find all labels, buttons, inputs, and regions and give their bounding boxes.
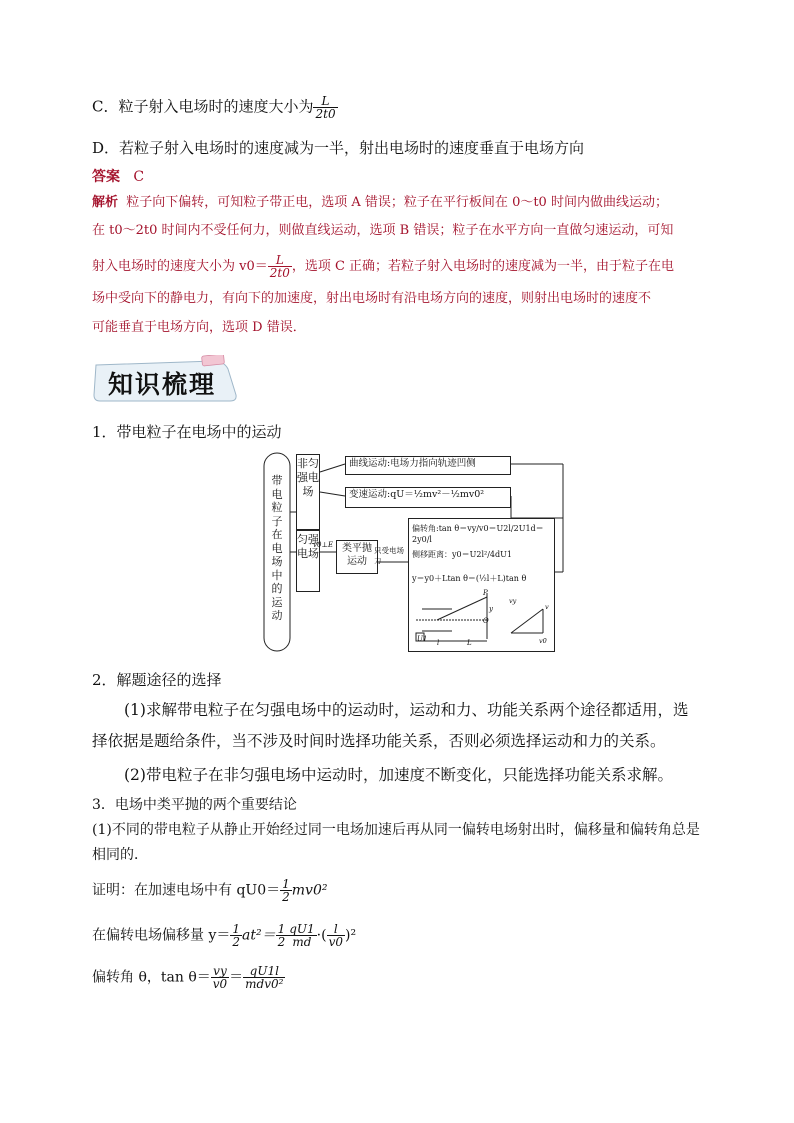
answer-label: 答案 <box>92 169 120 185</box>
section3-title: 3．电场中类平抛的两个重要结论 <box>92 797 297 813</box>
section1-title: 1．带电粒子在电场中的运动 <box>92 423 282 441</box>
answer-line <box>92 167 144 187</box>
option-c <box>92 95 338 120</box>
section3-p1-line2: 相同的． <box>92 847 148 863</box>
section2-p2: (2)带电粒子在非匀强电场中运动时，加速度不断变化，只能选择功能关系求解。 <box>124 766 673 784</box>
angle-line: 偏转角 θ，tan θ＝ $\frac{vy}{v0}$ ＝ $\frac{qU1l}{\text{mdv0²}}$ <box>92 964 284 991</box>
offset-fraction-4: $\frac{l}{v0}$ <box>328 922 344 949</box>
label-big-l: L <box>467 639 472 647</box>
proof-fraction: $\frac{1}{2}$ <box>282 877 290 904</box>
motion-concept-diagram <box>263 452 569 654</box>
label-v: v <box>545 603 549 611</box>
label-u1: U1 <box>417 635 428 643</box>
label-y: y <box>489 605 493 613</box>
deflection-angle-formula: 偏转角:tan θ＝vy/v0＝U2l/2U1d＝2y0/l <box>412 524 544 544</box>
uniform-field-box: 匀强电场 <box>296 530 320 592</box>
angle-fraction-2: $\frac{qU1l}{\text{mdv0²}}$ <box>245 964 284 991</box>
formulas-box <box>408 518 555 652</box>
analysis-fraction: $\frac{L}{2t0}$ <box>269 253 290 280</box>
analysis-line-4: 场中受向下的静电力，有向下的加速度，射出电场时有沿电场方向的速度，则射出电场时的速度不 <box>92 291 652 306</box>
label-p: P <box>483 589 488 597</box>
curve-motion-box: 曲线运动:电场力指向轨迹凹侧 <box>345 456 511 475</box>
section2-title: 2．解题途径的选择 <box>92 671 222 689</box>
answer-value: C <box>133 169 145 185</box>
section2-p1-line2: 择依据是题给条件，当不涉及时间时选择功能关系，否则必须选择运动和力的关系。 <box>92 732 666 750</box>
offset-line: 在偏转电场偏移量 y＝ $\frac{1}{2}$ at²＝ $\frac{1}{2}$ $\frac{qU1}{md}$ ·( $\frac{l}{v0}$ )² <box>92 922 357 949</box>
option-c-text: C．粒子射入电场时的速度大小为 <box>92 97 314 116</box>
y-formula: y＝y0＋Ltan θ＝(½l＋L)tan θ <box>412 574 527 583</box>
label-vy: vy <box>509 597 517 605</box>
analysis-line-2: 在 t0～2t0 时间内不受任何力，则做直线运动，选项 B 错误；粒子在水平方向一直做匀速运动，可知 <box>92 223 674 238</box>
deflection-distance-formula: 侧移距离：y0＝U2l²/4dU1 <box>412 550 512 559</box>
label-v0: v0 <box>539 637 547 645</box>
offset-fraction-2: $\frac{1}{2}$ <box>277 922 286 949</box>
proof-line: 证明：在加速电场中有 qU0＝ $\frac{1}{2}$ mv0² <box>92 877 328 904</box>
section2-p1-line1: (1)求解带电粒子在匀强电场中的运动时，运动和力、功能关系两个途径都适用，选 <box>124 701 689 719</box>
analysis-line-3: 射入电场时的速度大小为 v0＝ $\frac{L}{2t0}$ ，选项 C 正确；若粒子射入电场时的速度减为一半，由于粒子在电 <box>92 253 675 280</box>
condition-label: v0⊥E <box>313 541 334 549</box>
analysis-line-1: 解析 粒子向下偏转，可知粒子带正电，选项 A 错误；粒子在平行板间在 0～t0 时间内做曲线运动； <box>92 195 668 210</box>
label-l: l <box>437 639 440 647</box>
offset-fraction-1: $\frac{1}{2}$ <box>232 922 240 949</box>
section-banner <box>92 355 240 405</box>
analysis-label: 解析 <box>92 195 119 210</box>
variable-speed-box: 变速运动:qU＝½mv²－½mv0² <box>345 487 511 508</box>
angle-fraction-1: $\frac{vy}{v0}$ <box>212 964 228 991</box>
root-label: 带电粒子在电场中的运动 <box>271 474 283 622</box>
banner-title: 知识梳理 <box>108 370 217 399</box>
option-d: D．若粒子射入电场时的速度减为一半，射出电场时的速度垂直于电场方向 <box>92 139 585 157</box>
nonuniform-field-box: 非匀强电场 <box>296 454 320 530</box>
label-o: O <box>483 617 489 625</box>
section3-p1-line1: (1)不同的带电粒子从静止开始经过同一电场加速后再从同一偏转电场射出时，偏移量和偏转角总是 <box>92 822 700 838</box>
analysis-line-5: 可能垂直于电场方向，选项 D 错误． <box>92 320 306 335</box>
class-projectile-box: 类平抛运动 <box>336 540 378 574</box>
option-c-fraction: $\frac{L}{2t0}$ <box>315 94 336 121</box>
only-force-label: 只受电场力 <box>374 546 404 565</box>
offset-fraction-3: $\frac{qU1}{md}$ <box>289 922 315 949</box>
